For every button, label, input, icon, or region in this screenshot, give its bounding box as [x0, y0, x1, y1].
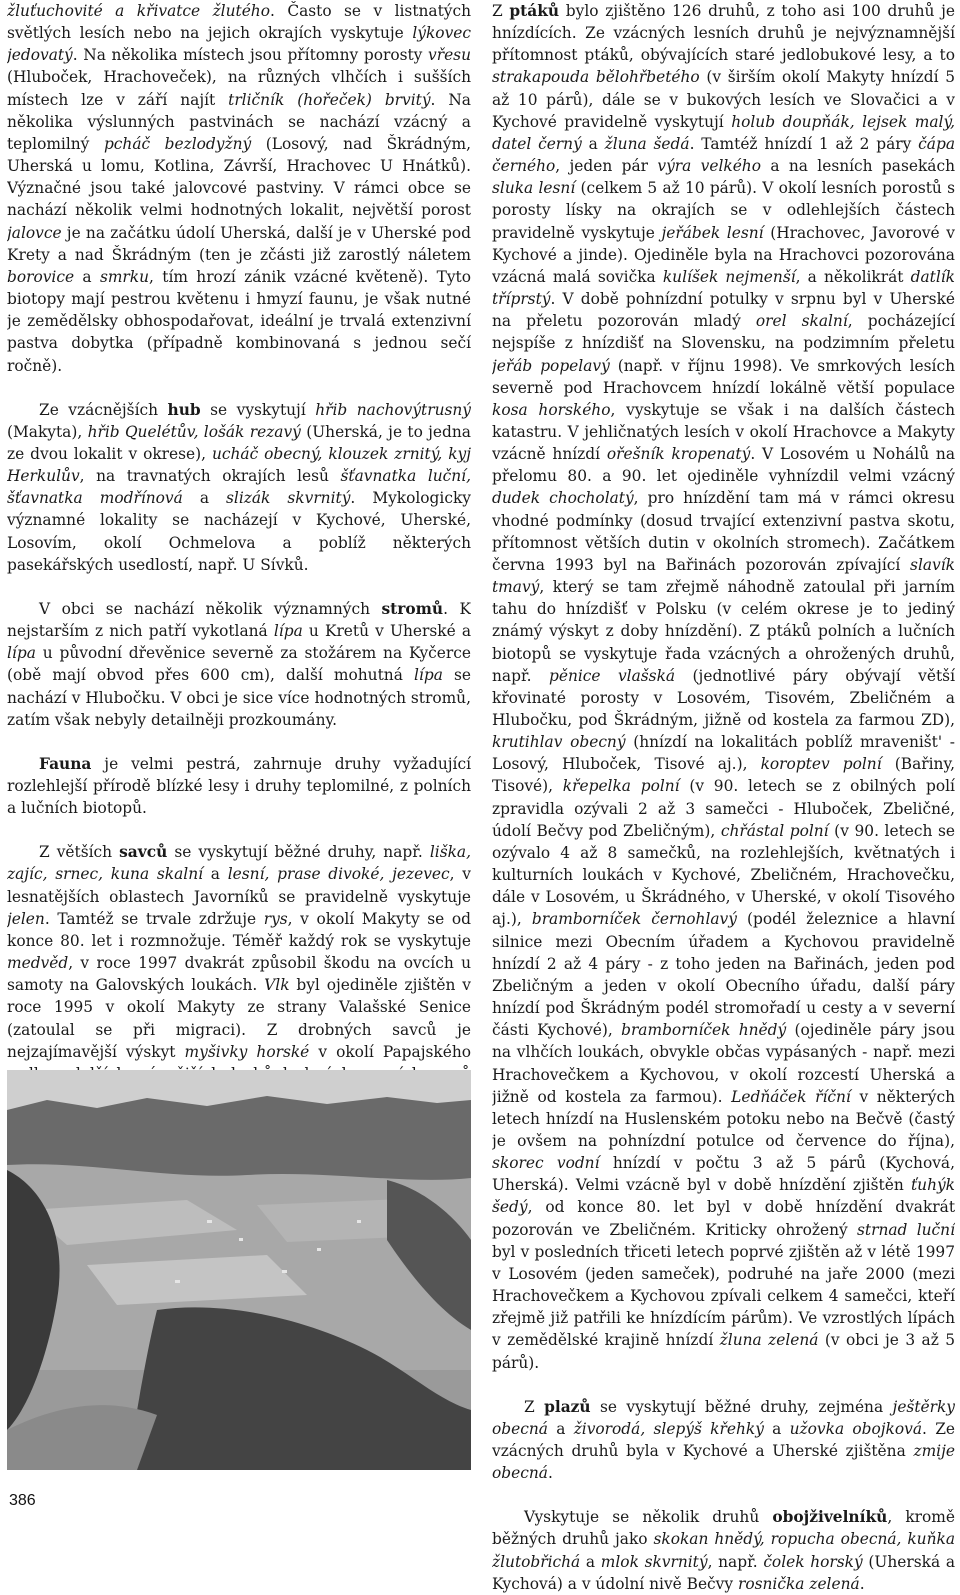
text-run: v okolí Papajského	[318, 1042, 471, 1061]
text-run: a	[581, 134, 605, 153]
species-name: ořešník kropenatý	[606, 445, 751, 464]
text-run: , na travnatých okrajích lesů	[79, 467, 341, 486]
left-text-column	[7, 0, 471, 1196]
species-name: lípa	[414, 666, 443, 685]
text-run: (Hrachovec, Javorové v Kychové a jinde). Ojediněle byla na Hrachovci pozorována vzácná malá sovička	[492, 223, 955, 286]
species-name: sluka lesní	[492, 179, 576, 198]
text-run: . Často se v listnatých světlých lesích nebo na jejich okrajích vyskytuje	[7, 2, 471, 43]
paragraph-fauna	[7, 753, 471, 819]
text-run: (v 90. letech se ozývalo 4 až 8 samečků, na rozlehlejších, květnatých i kulturních loukách v Kychové, Zbeličném, Hrachovečku, dále v Losovém, u Škrádného, v Uherské, v okolí Tisového aj.),	[492, 821, 955, 929]
species-name: rosnička zelená	[737, 1574, 860, 1593]
species-name: dudek chocholatý	[492, 489, 634, 508]
text-run: (hnízdí na lokalitách poblíž mraveništ' - Losový, Hluboček, Tisové aj.),	[492, 733, 955, 774]
species-name: jeřábek lesní	[661, 223, 764, 242]
text-run: . Tamtéž se trvale zdržuje	[44, 909, 264, 928]
text-run: Vyskytuje se několik druhů	[524, 1508, 773, 1527]
species-name: bramborníček černohlavý	[531, 910, 737, 929]
species-name: lýkovec jedovatý	[7, 24, 471, 65]
species-name: smrku	[99, 267, 150, 286]
species-name: užovka obojková	[789, 1419, 923, 1438]
text-run: , a několikrát	[795, 267, 911, 286]
text-run: V obci se nachází několik významných	[39, 599, 382, 618]
text-run: (ojediněle páry jsou na vlhčích loukách, obvykle občas vypásaných - např. mezi Hrachovečkem a Kychovou, v okolí rozcestí Uherská a jižně od kostela za farmou).	[492, 1021, 955, 1106]
bold-term: stromů	[381, 599, 444, 618]
species-name: vřesu	[428, 46, 471, 65]
text-run: (Uherská, je to jedna ze dvou lokalit v okrese),	[7, 422, 471, 463]
text-run: .	[859, 1574, 865, 1593]
species-name: orel skalní	[755, 312, 848, 331]
paragraph-reptiles	[492, 1396, 955, 1485]
photo-foreground-meadow	[7, 1405, 157, 1470]
text-run: a na lesních pasekách	[760, 157, 955, 176]
text-run: , např.	[707, 1552, 764, 1571]
species-name: slizák skvrnitý	[226, 489, 351, 508]
species-name: liška, zajíc, srnec, kuna skalní	[7, 843, 471, 884]
species-name: kulíšek nejmenší	[662, 267, 796, 286]
aerial-landscape-photo	[7, 1070, 471, 1470]
text-run: a	[182, 489, 227, 508]
species-name: žluťuchovité a křivatce žlutého	[7, 2, 270, 20]
species-name: kosa horského	[492, 400, 611, 419]
species-name: strnad luční	[857, 1220, 955, 1239]
paragraph-fungi	[7, 399, 471, 576]
text-run: (Hluboček, Hrachoveček), na různých vlhčích i sušších místech lze v září najít	[7, 68, 471, 109]
page-number: 386	[9, 1492, 36, 1509]
text-run: (v 90. letech se z obilných polí zpravidla ozývali 2 až 3 samečci - Hluboček, Zbeličné, údolí Bečvy pod Zbeličným),	[492, 777, 955, 840]
text-run: (v obci je 3 až 5 párů).	[492, 1331, 955, 1372]
text-run: se vyskytují běžné druhy, zejména	[590, 1397, 893, 1416]
bold-term: hub	[167, 400, 201, 419]
text-run: hnízdí v počtu 3 až 5 párů (Kychová, Uherská). Velmi vzácně byl v době hnízdění zjištěn	[492, 1154, 955, 1195]
text-run: Z	[492, 2, 510, 20]
text-run: bylo zjištěno 126 druhů, z toho asi 100 druhů je hnízdících. Ze vzácných lesních druhů je nejvýznamnější přítomnost ptáků, obývajících staré jedlobukové lesy, a to	[492, 2, 955, 65]
bold-term: ptáků	[509, 2, 560, 20]
text-run: (v širším okolí Makyty hnízdí 5 až 10 párů), dále se v bukových lesích ve Slovačici a v Kychové pravidelně vyskytují	[492, 68, 955, 131]
text-run: se vyskytují	[200, 400, 316, 419]
species-name: borovice	[7, 267, 75, 286]
text-run: , jeden pár	[555, 157, 658, 176]
text-run: . V době pohnízdní potulky v srpnu byl v Uherské na přeletu pozorován mladý	[492, 290, 955, 331]
text-run: , který se tam zřejmě náhodně zatoulal při jarním tahu do hnízdišť v Polsku (v celém okrese je to jediný známý výskyt z doby hnízdění). Z ptáků polních a lučních biotopů se vyskytuje řada vzácných a ohrožených druhů, např.	[492, 578, 955, 685]
text-run: , kromě běžných druhů jako	[492, 1508, 955, 1549]
text-run: , v lesnatějších oblastech Javorníků se pravidelně vyskytuje	[7, 865, 471, 906]
species-name: živorodá, slepýš křehký	[573, 1419, 764, 1438]
species-name: čolek horský	[763, 1552, 863, 1571]
bold-term: savců	[119, 843, 168, 862]
text-run: (např. v říjnu 1998). Ve smrkových lesích severně pod Hrachovcem hnízdí lokálně větší populace	[492, 356, 955, 397]
text-run: se nachází v Hlubočku. V obci je sice více hodnotných stromů, zatím však nebyly detailněji prozkoumány.	[7, 666, 471, 729]
species-name: koroptev polní	[760, 755, 882, 774]
bold-term: obojživelníků	[772, 1508, 888, 1527]
text-run: , pocházející nejspíše z hnízdišť na Slovensku, na podzimním přeletu	[492, 312, 955, 353]
text-run: je na začátku údolí Uherská, další je v Uherské pod Krety a nad Škrádným (ten je zčásti již zarostlý náletem	[7, 223, 471, 264]
text-run: se vyskytují běžné druhy, např.	[167, 843, 430, 862]
species-name: Ledňáček říční	[731, 1087, 851, 1106]
species-name: Vlk	[264, 976, 290, 995]
text-run: a	[203, 865, 228, 884]
species-name: pěnice vlašská	[548, 666, 676, 685]
bold-term: Fauna	[39, 754, 92, 773]
species-name: lípa	[273, 622, 303, 641]
text-run: . Tamtéž hnízdí 1 až 2 páry	[689, 134, 919, 153]
text-run: .	[547, 1464, 553, 1483]
text-run: v některých letech hnízdí na Huslenském potoku nebo na Bečvě (častý je ovšem na pohnízdní potulce od července do října),	[492, 1087, 955, 1150]
bold-term: plazů	[544, 1397, 591, 1416]
text-run: , vyskytuje se však i na dalších částech katastru. V jehličnatých lesích v okolí Hrachovce a Makyty vzácně hnízdí	[492, 400, 955, 464]
species-name: slavík tmavý	[492, 555, 955, 597]
text-run: u původní dřevěnice severně za stožárem na Kyčerce (obě mají obvod přes 600 cm), další mohutná	[7, 644, 471, 685]
species-name: výra velkého	[657, 157, 761, 176]
species-name: jeřáb popelavý	[492, 356, 610, 375]
text-run: je velmi pestrá, zahrnuje druhy vyžadující rozlehlejší přírodě blízké lesy i druhy teplomilné, z polních a lučních biotopů.	[7, 754, 471, 818]
species-name: rys	[263, 909, 288, 928]
text-run: byl ojediněle zjištěn v roce 1995 v okolí Makyty ze strany Valašské Senice (zatoulal se při migraci). Z drobných savců je nejzajímavější výskyt	[7, 976, 471, 1061]
text-run: byl v posledních třiceti letech poprvé zjištěn až v létě 1997 v Losovém (jeden sameček), podruhé na jaře 2000 (mezi Hrachovečkem a Kychovou zpívali celkem 4 samečci, kteří zřejmě již patřili ke hnízdícím párům). Ve vzrostlých lípách v zemědělské krajině hnízdí	[492, 1242, 955, 1350]
text-run: , od konce 80. let byl v době hnízdění dvakrát pozorován ve Zbeličném. Kriticky ohrožený	[492, 1198, 955, 1239]
paragraph-flora-continued	[7, 0, 471, 377]
paragraph-trees	[7, 598, 471, 731]
text-run: (Makyta),	[7, 422, 88, 441]
species-name: žluna šedá	[604, 134, 690, 153]
species-name: skorec vodní	[492, 1154, 600, 1173]
text-run: , v roce 1997 dvakrát způsobil škodu na ovcích u samoty na Galovských loukách.	[7, 954, 471, 995]
species-name: ucháč obecný, klouzek zrnitý, kyj Herkulův	[7, 444, 471, 486]
species-name: ťuhýk šedý	[492, 1176, 955, 1217]
species-name: šťavnatka luční, šťavnatka modřínová	[7, 467, 471, 508]
text-run: a	[763, 1419, 790, 1438]
text-run: . Ze vzácných druhů byla v Kychové a Uherské zjištěna	[492, 1419, 955, 1460]
species-name: křepelka polní	[562, 777, 680, 796]
species-name: pcháč bezlodyžný	[103, 134, 252, 153]
text-run: . K nejstarším z nich patří vykotlaná	[7, 599, 471, 641]
species-name: chřástal polní	[720, 821, 829, 840]
species-name: skokan hnědý, ropucha obecná, kuňka žlutobřichá	[492, 1530, 955, 1571]
species-name: myšivky horské	[184, 1042, 310, 1061]
species-name: strakapouda bělohřbetého	[492, 68, 700, 87]
text-run: Z	[524, 1397, 545, 1416]
text-run: (celkem 5 až 10 párů). V okolí lesních porostů s porosty lísky na okrajích se v odlehlejších částech pravidelně vyskytuje	[492, 179, 955, 242]
text-run: . Na několika místech jsou přítomny porosty	[72, 46, 429, 65]
species-name: jelen	[7, 909, 45, 928]
species-name: čápa černého	[492, 134, 955, 176]
species-name: jalovce	[7, 223, 62, 242]
text-run: . Mykologicky významné lokality se nacházejí v Kychové, Uherské, Losovím, okolí Ochmelova a poblíž některých pasekářských usedlostí, např. U Sívků.	[7, 489, 471, 574]
species-name: hřib nachovýtrusný	[315, 400, 471, 419]
species-name: lípa	[7, 644, 36, 663]
photo-graphic	[7, 1070, 471, 1470]
text-run: (Losový, nad Škrádným, Uherská u lomu, Kotlina, Závrší, Hrachovec U Hnátků). Význačné jsou také jalovcové pastviny. V rámci obce se nachází několik velmi hodnotných lokalit, největší porost	[7, 134, 471, 220]
species-name: hřib Quelétův, lošák rezavý	[87, 422, 301, 441]
right-text-column	[492, 0, 955, 1595]
species-name: datlík tříprstý	[492, 267, 955, 309]
text-run: a	[580, 1552, 601, 1571]
species-name: lesní, prase divoké, jezevec	[227, 865, 450, 884]
paragraph-birds	[492, 0, 955, 1374]
species-name: zmije obecná	[492, 1442, 955, 1483]
text-run: . V Losovém u Nohálů na přelomu 80. a 90. let ojediněle vyhnízdil velmi vzácný	[492, 445, 955, 486]
species-name: holub doupňák, lejsek malý, datel černý	[492, 112, 955, 153]
text-run: (Uherská a Kychová) a v údolní nivě Bečvy	[492, 1552, 955, 1593]
text-run: , pro hnízdění tam má v rámci okresu vhodné podmínky (dosud trvající extenzivní pastva skotu, přítomnost větších dutin v okolních stromech). Začátkem června 1993 byl na Bařinách pozorován zpívající	[492, 489, 955, 574]
text-run: a	[74, 267, 100, 286]
species-name: trličník (hořeček) brvitý	[228, 90, 431, 109]
text-run: (jednotlivé páry obývají větší křovinaté porosty v Losovém, Tisovém, Zbeličném a Hlubočku, pod Škrádným, jižně od kostela za farmou ZD),	[492, 666, 955, 729]
text-run: Ze vzácnějších	[39, 400, 168, 419]
text-run: . Na několika výslunných pastvinách se nachází vzácný a teplomilný	[7, 90, 471, 153]
text-run: u Kretů v Uherské a	[302, 622, 471, 641]
species-name: žluna zelená	[719, 1331, 819, 1350]
text-run: Z větších	[39, 843, 120, 862]
species-name: mlok skvrnitý	[600, 1552, 708, 1571]
text-run: a	[547, 1419, 574, 1438]
species-name: ještěrky obecná	[492, 1397, 955, 1438]
text-run: (podél železnice a hlavní silnice mezi Obecním úřadem a Kychovou pravidelně hnízdí 2 až 4 páry - z toho jeden na Bařinách, jeden pod Zbeličným a jeden v okolí Obecního úřadu, další páry hnízdí pod Škrádným podél stromořadí u cesty a v severní části Kychové),	[492, 910, 955, 1040]
text-run: (Bařiny, Tisové),	[492, 755, 955, 796]
text-run: , v okolí Makyty se od konce 80. let i rozmnožuje. Téměř každý rok se vyskytuje	[7, 909, 471, 950]
species-name: krutihlav obecný	[492, 733, 626, 752]
paragraph-amphibians	[492, 1506, 955, 1595]
species-name: bramborníček hnědý	[621, 1021, 787, 1040]
text-run: , tím hrozí zánik vzácné květeně). Tyto biotopy mají pestrou květenu i hmyzí faunu, je však nutné je zemědělsky obhospodařovat, ideální je trvalá extenzivní pastva dobytka (případně kombinovaná s jednou sečí ročně).	[7, 267, 471, 375]
species-name: medvěd	[7, 954, 69, 973]
